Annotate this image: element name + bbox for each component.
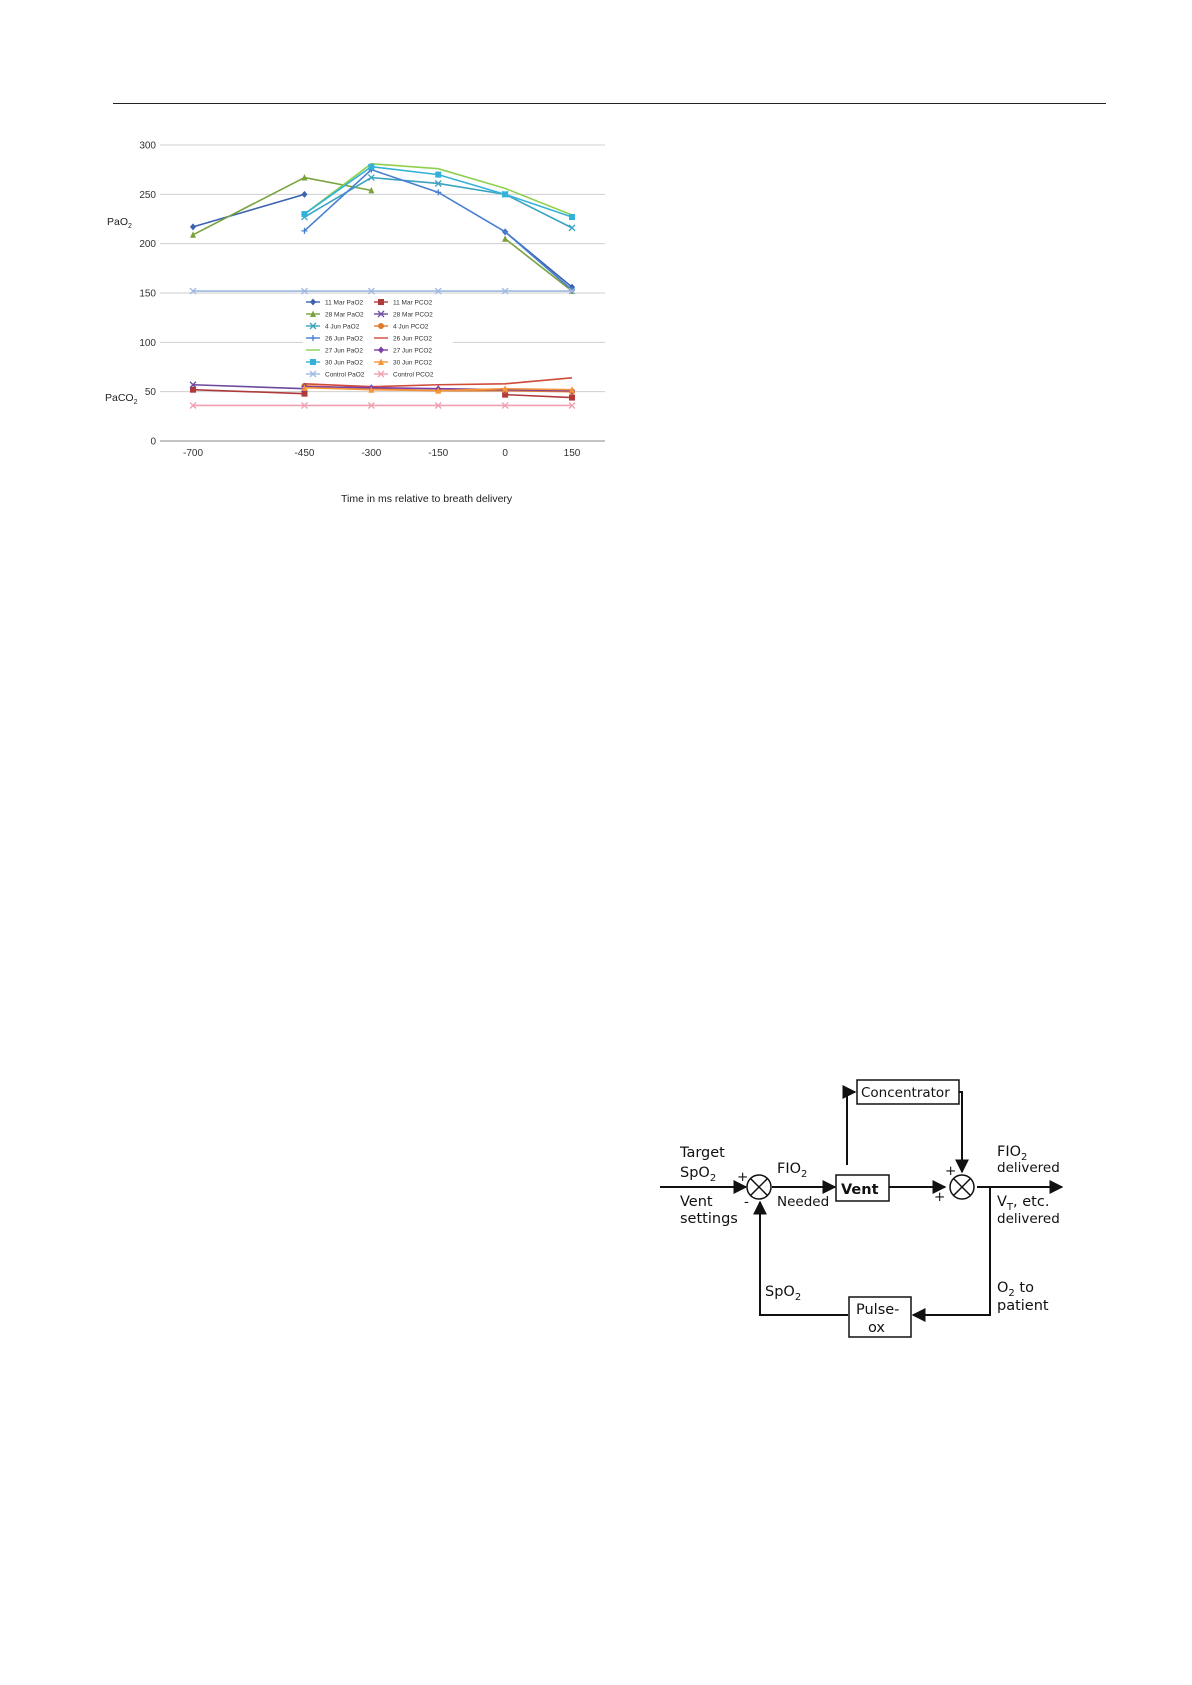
legend [303,295,453,378]
x-tick-label: 150 [563,448,581,459]
legend-entry: 4 Jun PCO2 [393,323,429,331]
vent-settings-label-line1: Vent [680,1194,713,1210]
legend-entry: 27 Jun PCO2 [393,347,433,355]
x-axis-label: Time in ms relative to breath delivery [341,493,513,505]
vent-box-label: Vent [841,1182,879,1198]
pulse-ox-label-line1: Pulse- [856,1302,900,1318]
y-tick-label: 200 [139,239,156,251]
legend-entry: 26 Jun PaO2 [325,335,363,343]
x-tick-label: -450 [294,448,315,459]
line-chart [105,140,608,510]
target-label: Target [680,1145,725,1161]
fio2-delivered-label: $FIO_2$ [997,1144,1028,1163]
control-loop-diagram [655,1075,1095,1355]
legend-marker [310,359,316,365]
legend-entry: 28 Mar PCO2 [393,311,433,319]
legend-entry: 4 Jun PaO2 [325,323,360,331]
legend-entry: 11 Mar PCO2 [393,299,433,307]
x-tick-label: 0 [502,448,508,459]
y-tick-label: 50 [144,387,156,399]
legend-entry: Control PCO2 [393,371,434,379]
plus-sign-top-junction2: + [945,1163,957,1179]
data-point [569,214,575,220]
concentrator-box-label: Concentrator [861,1085,950,1101]
data-point [502,191,508,197]
y-tick-label: 250 [139,189,156,201]
plus-sign-junction1: + [737,1169,749,1185]
o2-to-patient-arrow [913,1187,990,1315]
legend-entry: 28 Mar PaO2 [325,311,364,319]
vent-settings-label-line2: settings [680,1211,738,1227]
data-point [435,172,441,178]
legend-entry: Control PaO2 [325,371,365,379]
x-tick-label: -150 [428,448,449,459]
minus-sign-junction1: - [744,1194,749,1210]
summing-junction-1 [747,1175,771,1199]
legend-marker [378,323,384,329]
o2-to-label: $O_2$ to [997,1280,1034,1299]
legend-entry: 30 Jun PCO2 [393,359,433,367]
x-tick-label: -300 [361,448,382,459]
y-tick-label: 0 [150,436,156,448]
header-rule [113,103,1106,104]
y-tick-label: 300 [139,140,156,152]
fio2-delivered-sublabel: delivered [997,1160,1060,1176]
legend-entry: 30 Jun PaO2 [325,359,363,367]
pulse-ox-label-line2: ox [868,1320,886,1336]
target-spo2-label: SpO$_2$ [680,1165,717,1184]
y-tick-label: 100 [139,337,156,349]
vt-delivered-label: delivered [997,1211,1060,1227]
data-point [569,395,575,401]
data-point [301,211,307,217]
y-tick-labels [139,141,156,448]
plus-sign-left-junction2: + [934,1189,946,1205]
y-tick-label: 150 [139,288,156,300]
fio2-needed-label: $FIO_2$ [777,1161,808,1180]
data-point [368,164,374,170]
legend-entry: 27 Jun PaO2 [325,347,363,355]
y-annotation-pao2: PaO$_2$ [107,216,132,230]
x-tick-label: -700 [182,448,204,459]
vt-etc-label: $V_T$, etc. [997,1194,1050,1213]
vent-to-concentrator-arrow [847,1092,855,1165]
patient-label: patient [997,1298,1049,1314]
legend-marker [378,299,384,305]
spo2-feedback-label: SpO$_2$ [765,1284,802,1303]
y-annotation-paco2: PaCO$_2$ [105,392,138,406]
legend-entry: 26 Jun PCO2 [393,335,433,343]
needed-label: Needed [777,1194,830,1210]
legend-entry: 11 Mar PaO2 [325,299,364,307]
